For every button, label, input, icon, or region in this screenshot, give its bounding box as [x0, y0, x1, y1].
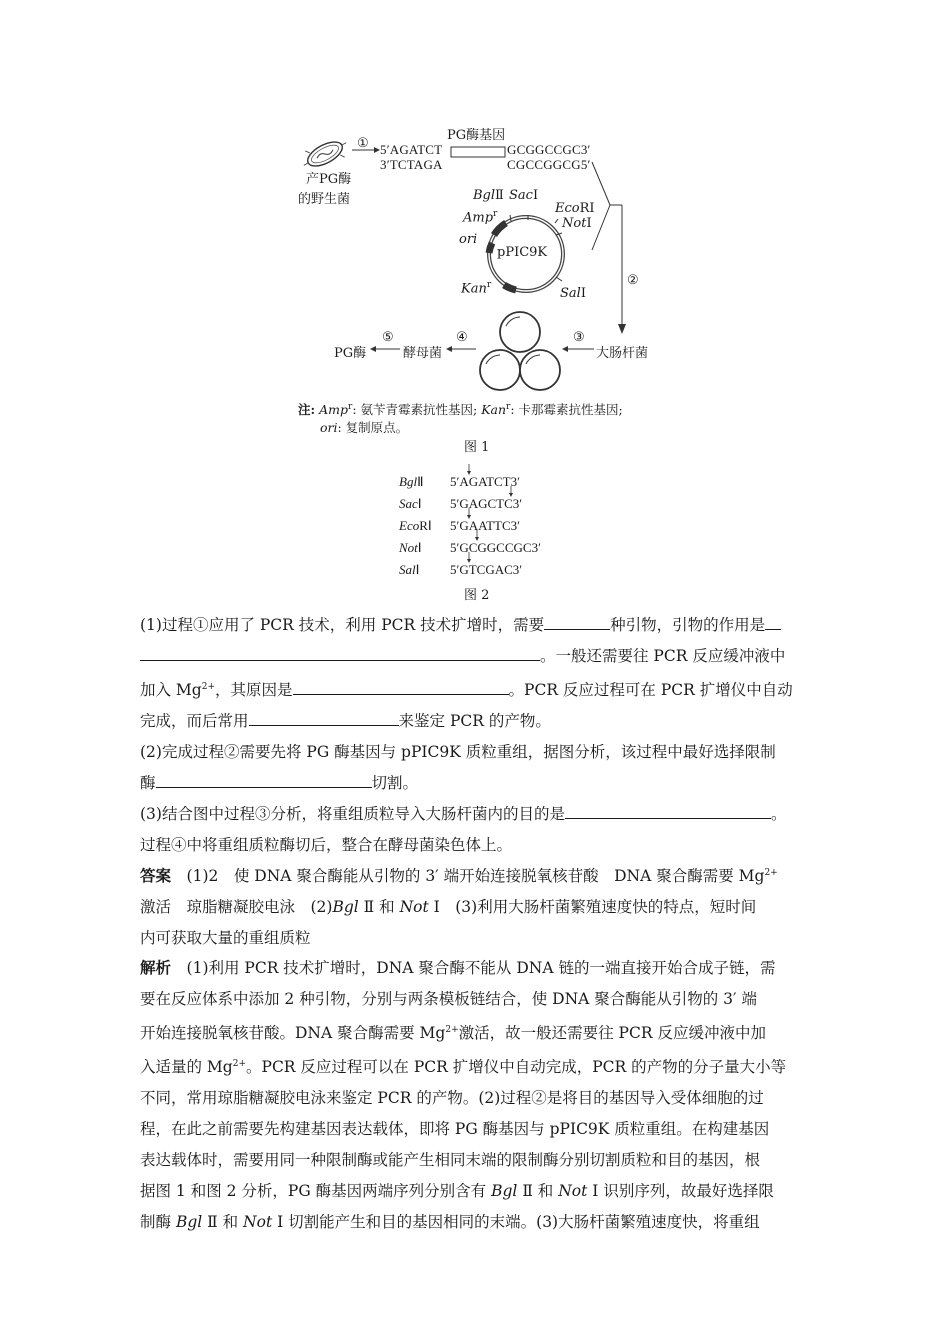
bacteria-label-1: 产PG酶 — [306, 172, 352, 187]
fig2-enzyme-notI: NotⅠ — [399, 540, 422, 555]
analysis-line9: 制酶 Bgl Ⅱ 和 Not Ⅰ 切割能产生和目的基因相同的末端。(3)大肠杆菌繁殖速度快，将重组 — [140, 1213, 760, 1232]
figure2-caption: 图 2 — [464, 588, 490, 603]
seq-right-top: GCGGCCGC3′ — [507, 142, 591, 157]
site-ecoRI: EcoRⅠ — [555, 201, 595, 216]
q1-blank-method[interactable] — [249, 707, 399, 726]
analysis-line8: 据图 1 和图 2 分析，PG 酶基因两端序列分别含有 Bgl Ⅱ 和 Not Ⅰ 识别序列，故最好选择限 — [140, 1182, 774, 1201]
fig2-enzyme-ecoRI: EcoRⅠ — [399, 518, 432, 533]
step3-label: ③ — [573, 330, 585, 345]
q1-blank-count[interactable] — [544, 611, 610, 630]
pg-enzyme-label: PG酶 — [334, 346, 367, 361]
analysis-line1: 解析 (1)利用 PCR 技术扩增时，DNA 聚合酶不能从 DNA 链的一端直接开始合成子链，需 — [140, 958, 776, 977]
plasmid-name: pPIC9K — [497, 245, 548, 260]
step2-arrow — [590, 160, 640, 340]
site-sacI: SacⅠ — [509, 188, 539, 203]
analysis-line7: 表达载体时，需要用同一种限制酶或能产生相同末端的限制酶分别切割质粒和目的基因，根 — [140, 1151, 761, 1170]
answer-label: 答案 — [140, 866, 172, 886]
q1-blank-reason[interactable] — [293, 676, 509, 695]
answer-block — [140, 858, 820, 954]
step5-label: ⑤ — [382, 330, 394, 345]
q2-line1: (2)完成过程②需要先将 PG 酶基因与 pPIC9K 质粒重组，据图分析，该过程中最好选择限制 — [140, 743, 776, 762]
pg-gene-label: PG酶基因 — [447, 128, 506, 143]
yeast-label: 酵母菌 — [403, 346, 443, 361]
q1-line3: 加入 $Mg^{2+}$，其原因是 。PCR 反应过程可在 PCR 扩增仪中自动 — [140, 672, 820, 706]
gene-kan: Kan$^r$ — [461, 280, 492, 297]
seq-right-bottom: CGCCGGCG5′ — [507, 157, 591, 172]
figure1-note-line1: 注: Amp$^r$: 氨苄青霉素抗性基因; Kan$^r$: 卡那霉素抗性基因; — [298, 401, 623, 417]
fig2-seq-bglII: 5′AGATCT3′ — [450, 474, 520, 489]
analysis-line2: 要在反应体系中添加 2 种引物，分别与两条模板链结合，使 DNA 聚合酶能从引物的 3′ 端 — [140, 990, 757, 1008]
fig2-seq-sacI: 5′GAGCTC3′ — [450, 496, 523, 511]
q1-line1: (1)过程①应用了 PCR 技术，利用 PCR 技术扩增时，需要 种引物，引物的作用是 — [140, 610, 820, 641]
q1-line4: 完成，而后常用 来鉴定 PCR 的产物。 — [140, 706, 820, 737]
question-block — [140, 610, 820, 861]
step1-label: ① — [357, 136, 369, 151]
answer-line1: 答案 (1)2 使 DNA 聚合酶能从引物的 3′ 端开始连接脱氧核苷酸 DNA 聚合酶需要 $Mg^{2+}$ — [140, 866, 778, 886]
analysis-line6: 程，在此之前需要先构建基因表达载体，即将 PG 酶基因与 pPIC9K 质粒重组。在构建基因 — [140, 1120, 770, 1139]
analysis-line5: 不同，常用琼脂糖凝胶电泳来鉴定 PCR 的产物。(2)过程②是将目的基因导入受体细胞的过 — [140, 1089, 764, 1108]
q1-blank-role[interactable] — [140, 642, 540, 661]
fig2-seq-salI: 5′GTCGAC3′ — [450, 562, 523, 577]
fig2-seq-ecoRI: 5′GAATTC3′ — [450, 518, 520, 533]
q3-line1: (3)结合图中过程③分析，将重组质粒导入大肠杆菌内的目的是 。 — [140, 799, 820, 830]
fig2-enzyme-bglII: BglⅡ — [399, 474, 424, 489]
figure1-note-line2: ori: 复制原点。 — [320, 420, 409, 435]
site-notI: NotⅠ — [562, 216, 592, 231]
seq-left-bottom: 3′TCTAGA — [380, 157, 443, 172]
answer-line2: 激活 琼脂糖凝胶电泳 (2)Bgl Ⅱ 和 Not Ⅰ (3)利用大肠杆菌繁殖速度快的特点，短时间 — [140, 898, 757, 917]
q1-line2: 。一般还需要往 PCR 反应缓冲液中 — [140, 641, 820, 672]
q1-blank-role-start[interactable] — [765, 611, 781, 630]
analysis-label: 解析 — [140, 958, 172, 977]
analysis-block — [140, 952, 820, 1238]
q3-line2: 过程④中将重组质粒酶切后，整合在酵母菌染色体上。 — [140, 836, 513, 855]
gene-amp: Amp$^r$ — [463, 209, 498, 226]
yeast-cells-icon — [478, 310, 564, 394]
site-salI: SalⅠ — [560, 286, 586, 301]
q3-blank-purpose[interactable] — [565, 800, 771, 819]
bacterium-icon — [300, 136, 350, 172]
answer-line3: 内可获取大量的重组质粒 — [140, 929, 311, 948]
gene-box — [450, 143, 508, 173]
q2-blank-enzyme[interactable] — [156, 769, 372, 788]
site-bglII: BglⅡ — [473, 188, 504, 203]
analysis-line3: 开始连接脱氧核苷酸。DNA 聚合酶需要 $Mg^{2+}$激活，故一般还需要往 PCR 反应缓冲液中加 — [140, 1024, 766, 1043]
step1-arrow — [350, 144, 382, 156]
fig2-enzyme-salI: SalⅠ — [399, 562, 420, 577]
ecoli-label: 大肠杆菌 — [596, 346, 649, 361]
bacteria-label-2: 的野生菌 — [298, 192, 351, 207]
seq-left-top: 5′AGATCT — [380, 142, 443, 157]
step4-label: ④ — [456, 330, 468, 345]
step2-label: ② — [627, 273, 639, 288]
q2-line2: 酶 切割。 — [140, 768, 820, 799]
fig2-enzyme-sacI: SacⅠ — [399, 496, 422, 511]
analysis-line4: 入适量的 $Mg^{2+}$。PCR 反应过程可以在 PCR 扩增仪中自动完成，PCR 的产物的分子量大小等 — [140, 1058, 787, 1077]
gene-ori: ori — [459, 232, 478, 247]
fig2-seq-notI: 5′GCGGCCGC3′ — [450, 540, 541, 555]
figure1-caption: 图 1 — [464, 440, 490, 455]
